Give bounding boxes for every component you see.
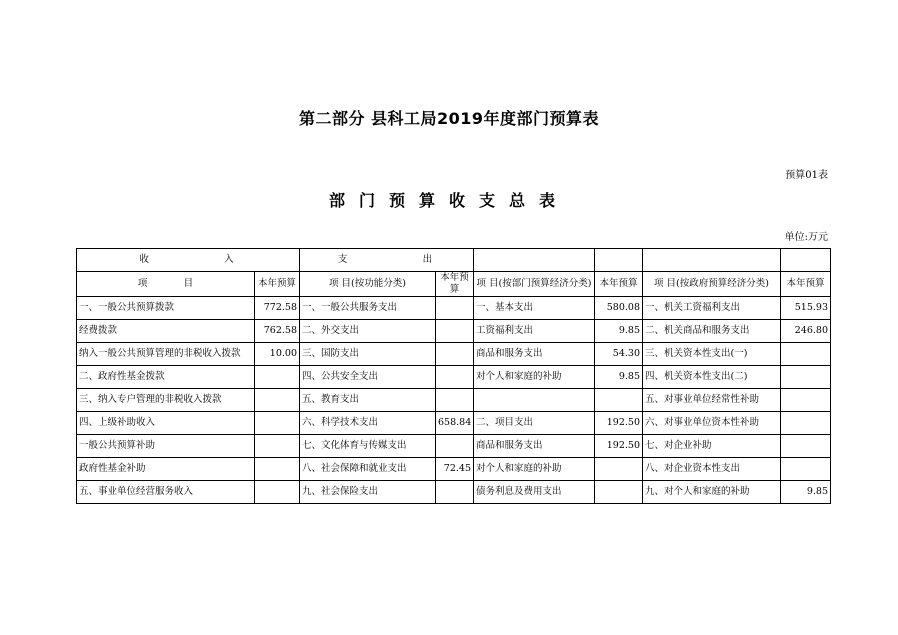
table-row <box>77 389 831 412</box>
func-item-cell: 七、文化体育与传媒支出 <box>300 435 436 458</box>
header-row-columns <box>77 272 831 297</box>
func-budget-cell <box>436 343 474 366</box>
gov-econ-budget-cell <box>781 458 831 481</box>
income-item-cell: 二、政府性基金拨款 <box>77 366 255 389</box>
gov-econ-budget-cell: 9.85 <box>781 481 831 504</box>
income-budget-cell <box>255 435 300 458</box>
income-budget-cell <box>255 481 300 504</box>
income-item-cell: 一般公共预算补助 <box>77 435 255 458</box>
func-budget-cell <box>436 481 474 504</box>
dept-econ-item-cell: 对个人和家庭的补助 <box>474 458 595 481</box>
col-budget2-header: 本年预算 <box>436 272 474 297</box>
func-budget-cell <box>436 389 474 412</box>
dept-econ-budget-cell: 192.50 <box>595 435 643 458</box>
dept-econ-item-cell: 商品和服务支出 <box>474 343 595 366</box>
empty-header-cell <box>781 249 831 272</box>
func-item-cell: 九、社会保险支出 <box>300 481 436 504</box>
gov-econ-item-cell: 三、机关资本性支出(一) <box>643 343 781 366</box>
table-row <box>77 366 831 389</box>
dept-econ-budget-cell: 9.85 <box>595 366 643 389</box>
gov-econ-budget-cell: 246.80 <box>781 320 831 343</box>
income-item-cell: 纳入一般公共预算管理的非税收入拨款 <box>77 343 255 366</box>
func-item-cell: 四、公共安全支出 <box>300 366 436 389</box>
func-budget-cell <box>436 366 474 389</box>
func-budget-cell <box>436 435 474 458</box>
col-budget3-header: 本年预算 <box>595 272 643 297</box>
dept-econ-budget-cell: 54.30 <box>595 343 643 366</box>
func-budget-cell <box>436 320 474 343</box>
gov-econ-item-cell: 二、机关商品和服务支出 <box>643 320 781 343</box>
dept-econ-budget-cell <box>595 458 643 481</box>
dept-econ-item-cell <box>474 389 595 412</box>
dept-econ-budget-cell: 580.08 <box>595 297 643 320</box>
table-row <box>77 343 831 366</box>
dept-econ-item-cell: 一、基本支出 <box>474 297 595 320</box>
income-budget-cell <box>255 458 300 481</box>
dept-econ-item-cell: 商品和服务支出 <box>474 435 595 458</box>
table-row <box>77 412 831 435</box>
func-item-cell: 一、一般公共服务支出 <box>300 297 436 320</box>
gov-econ-budget-cell <box>781 366 831 389</box>
income-budget-cell: 762.58 <box>255 320 300 343</box>
dept-econ-budget-cell: 192.50 <box>595 412 643 435</box>
gov-econ-budget-cell <box>781 343 831 366</box>
col-gov-econ-header: 项 目(按政府预算经济分类) <box>643 272 781 297</box>
income-budget-cell <box>255 366 300 389</box>
func-item-cell: 六、科学技术支出 <box>300 412 436 435</box>
col-item-header: 项 目 <box>77 272 255 297</box>
func-item-cell: 五、教育支出 <box>300 389 436 412</box>
dept-econ-budget-cell: 9.85 <box>595 320 643 343</box>
func-budget-cell: 658.84 <box>436 412 474 435</box>
gov-econ-item-cell: 四、机关资本性支出(二) <box>643 366 781 389</box>
gov-econ-budget-cell: 515.93 <box>781 297 831 320</box>
col-dept-econ-header: 项 目(按部门预算经济分类) <box>474 272 595 297</box>
gov-econ-item-cell: 九、对个人和家庭的补助 <box>643 481 781 504</box>
empty-header-cell <box>474 249 595 272</box>
dept-econ-item-cell: 债务利息及费用支出 <box>474 481 595 504</box>
func-item-cell: 三、国防支出 <box>300 343 436 366</box>
gov-econ-item-cell: 五、对事业单位经常性补助 <box>643 389 781 412</box>
gov-econ-item-cell: 六、对事业单位资本性补助 <box>643 412 781 435</box>
gov-econ-budget-cell <box>781 435 831 458</box>
income-item-cell: 三、纳入专户管理的非税收入拨款 <box>77 389 255 412</box>
table-row <box>77 458 831 481</box>
income-budget-cell <box>255 389 300 412</box>
income-budget-cell <box>255 412 300 435</box>
col-func-header: 项 目(按功能分类) <box>300 272 436 297</box>
dept-econ-item-cell: 对个人和家庭的补助 <box>474 366 595 389</box>
gov-econ-budget-cell <box>781 412 831 435</box>
func-budget-cell <box>436 297 474 320</box>
dept-econ-budget-cell <box>595 481 643 504</box>
budget-summary-table <box>76 248 831 504</box>
income-item-cell: 一、一般公共预算拨款 <box>77 297 255 320</box>
gov-econ-budget-cell <box>781 389 831 412</box>
dept-econ-budget-cell <box>595 389 643 412</box>
gov-econ-item-cell: 八、对企业资本性支出 <box>643 458 781 481</box>
table-row <box>77 297 831 320</box>
table-row <box>77 481 831 504</box>
expense-group-header: 支 出 <box>300 249 474 272</box>
func-item-cell: 八、社会保障和就业支出 <box>300 458 436 481</box>
col-budget4-header: 本年预算 <box>781 272 831 297</box>
main-title: 第二部分 县科工局2019年度部门预算表 <box>298 109 600 128</box>
empty-header-cell <box>643 249 781 272</box>
income-item-cell: 经费拨款 <box>77 320 255 343</box>
col-budget-header: 本年预算 <box>255 272 300 297</box>
unit-label: 单位:万元 <box>784 232 828 243</box>
func-item-cell: 二、外交支出 <box>300 320 436 343</box>
income-budget-cell: 10.00 <box>255 343 300 366</box>
func-budget-cell: 72.45 <box>436 458 474 481</box>
income-group-header: 收 入 <box>77 249 300 272</box>
header-row-group <box>77 249 831 272</box>
table-title: 部门预算收支总表 <box>328 191 569 210</box>
income-item-cell: 政府性基金补助 <box>77 458 255 481</box>
dept-econ-item-cell: 工资福利支出 <box>474 320 595 343</box>
form-code: 预算01表 <box>785 170 828 181</box>
income-item-cell: 五、事业单位经营服务收入 <box>77 481 255 504</box>
income-budget-cell: 772.58 <box>255 297 300 320</box>
table-row <box>77 435 831 458</box>
gov-econ-item-cell: 七、对企业补助 <box>643 435 781 458</box>
income-item-cell: 四、上级补助收入 <box>77 412 255 435</box>
dept-econ-item-cell: 二、项目支出 <box>474 412 595 435</box>
empty-header-cell <box>595 249 643 272</box>
table-body <box>77 297 831 504</box>
gov-econ-item-cell: 一、机关工资福利支出 <box>643 297 781 320</box>
table-row <box>77 320 831 343</box>
